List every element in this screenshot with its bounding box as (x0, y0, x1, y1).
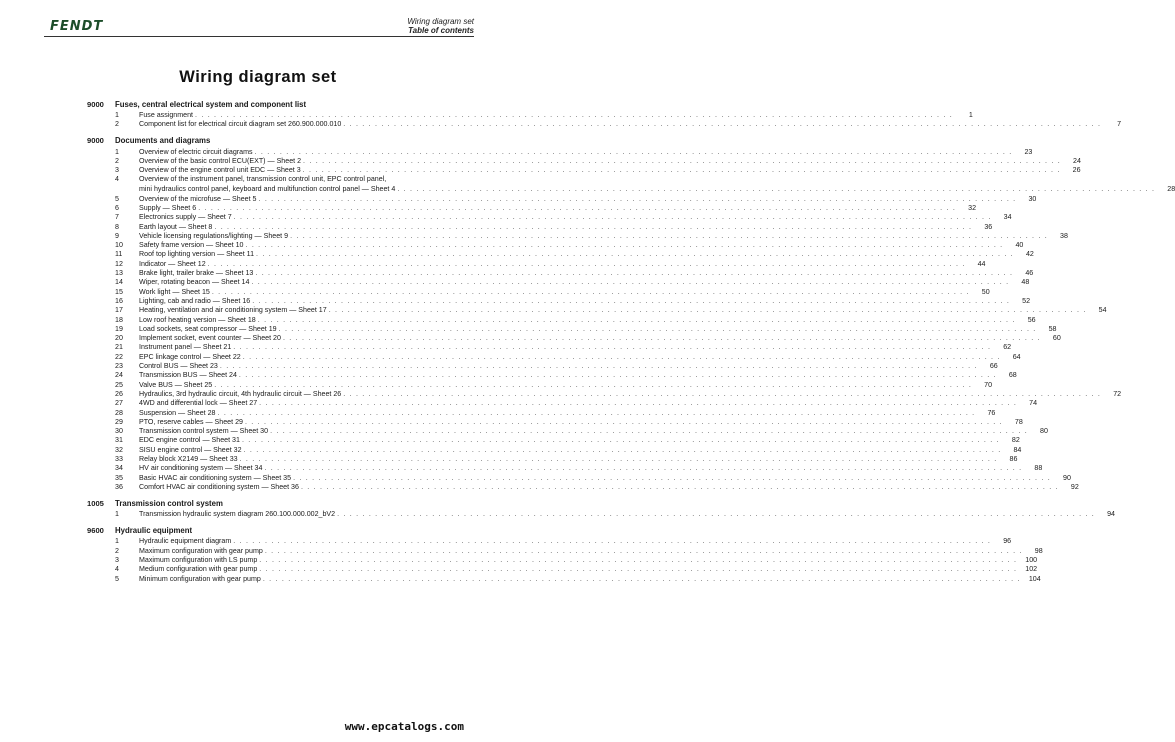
entry-label: Load sockets, seat compressor — Sheet 19 (139, 324, 277, 333)
entry-text-wrap (139, 166, 1063, 175)
toc-entry[interactable] (87, 362, 998, 371)
section-title: Fuses, central electrical system and component list (115, 99, 307, 109)
toc-entry[interactable] (87, 399, 1038, 408)
entry-page-number: 76 (987, 408, 996, 417)
entry-label: Relay block X2149 — Sheet 33 (139, 454, 238, 463)
entry-page-number: 58 (1048, 324, 1057, 333)
entry-text-wrap (139, 260, 968, 269)
entry-number: 26 (115, 389, 123, 398)
entry-label: Minimum configuration with gear pump (139, 574, 261, 583)
entry-text-wrap (139, 464, 1024, 473)
dot-leader: . . . . . . . . . . . . . . . . . . . . . . . . . . . . . . . . . . . . . . . . . . . . . . . . . . . . . . . . . . . . . . . . . . . . . . . . . . . . . . . . . . . . . . . . . . . . . . . . . . . . . . . . . . . . . . . . . . . . . . . . (259, 399, 1018, 408)
entry-label: Vehicle licensing regulations/lighting — Sheet 9 (139, 231, 289, 240)
dot-leader: . . . . . . . . . . . . . . . . . . . . . . . . . . . . . . . . . . . . . . . . . . . . . . . . . . . . . . . . . . . . . . . . . . . . . . . . . . . . . . . . . . . . . . . . . . . . . . . . . . . . . . . . . . . . . . . . . . . . . . . . (241, 436, 1000, 445)
toc-entry[interactable] (87, 213, 1012, 222)
toc-entry[interactable] (87, 445, 1022, 455)
footer-watermark: www.epcatalogs.com (344, 720, 464, 733)
entry-label: Overview of the microfuse — Sheet 5 (139, 194, 257, 203)
entry-number: 1 (115, 147, 119, 156)
entry-number: 10 (115, 241, 123, 250)
dot-leader: . . . . . . . . . . . . . . . . . . . . . . . . . . . . . . . . . . . . . . . . . . . . . . . . . . . . . . . . . . . . . . . . . . . . . . . . . . . . . . . . . . . . . . . . . . . . . . . . . . . . . . . . . . . . . . . . . . . . . . . . (242, 352, 1001, 361)
entry-number: 3 (115, 556, 119, 565)
entry-page-number: 26 (1072, 166, 1081, 175)
toc-entry[interactable] (87, 111, 973, 120)
toc-section (87, 524, 1043, 583)
section-title: Transmission control system (115, 498, 223, 508)
entry-label: HV air conditioning system — Sheet 34 (139, 464, 263, 473)
entry-number: 4 (115, 175, 119, 184)
entry-page-number: 50 (981, 287, 990, 296)
entry-page-number: 1 (968, 111, 973, 119)
section-title: Documents and diagrams (115, 136, 211, 146)
entry-page-number: 104 (1028, 574, 1041, 583)
entry-label: SISU engine control — Sheet 32 (139, 445, 242, 454)
entry-number: 4 (115, 565, 119, 574)
entry-label: Heating, ventilation and air conditioning system — Sheet 17 (139, 306, 327, 315)
toc-entry[interactable] (87, 120, 1122, 129)
toc-entry[interactable] (87, 324, 1057, 334)
toc-entry[interactable] (87, 408, 996, 418)
entry-page-number: 100 (1025, 556, 1038, 565)
dot-leader: . . . . . . . . . . . . . . . . . . . . . . . . . . . . . . . . . . . . . . . . . . . . . . . . . . . . . . . . . . . . . . . . . . . . . . . . . . . . . . . . . . . . . . . . . . . . . . . . . . . . . . . . . . . . . . . . . . . . . . . . (239, 454, 998, 463)
toc-entry[interactable] (87, 343, 1012, 352)
entry-number: 7 (115, 213, 119, 222)
header-rule (44, 36, 474, 37)
entry-text-wrap (139, 185, 1157, 195)
entry-text-wrap (139, 325, 1038, 334)
section-code: 9000 (87, 136, 104, 146)
entry-number: 20 (115, 334, 123, 343)
entry-text-wrap (139, 316, 1018, 325)
entry-text-wrap (139, 390, 1103, 399)
entry-number: 19 (115, 324, 123, 333)
entry-label: Overview of the instrument panel, transmission control unit, EPC control panel, (139, 175, 387, 184)
entry-page-number: 84 (1013, 445, 1022, 454)
toc-entry[interactable] (87, 417, 1023, 427)
entry-text-wrap (139, 427, 1030, 436)
dot-leader: . . . . . . . . . . . . . . . . . . . . . . . . . . . . . . . . . . . . . . . . . . . . . . . . . . . . . . . . . . . . . . . . . . . . . . . . . . . . . . . . . . . . . . . . . . . . . . . . . . . . . . . . . . . . . . . . . . . . . . . . (264, 464, 1023, 473)
dot-leader: . . . . . . . . . . . . . . . . . . . . . . . . . . . . . . . . . . . . . . . . . . . . . . . . . . . . . . . . . . . . . . . . . . . . . . . . . . . . . . . . . . . . . . . . . . . . . . . . . . . . . . . . . . . . . . . . . . . . . . . . (259, 565, 1018, 574)
entry-number: 27 (115, 399, 123, 408)
entry-number: 23 (115, 362, 123, 371)
toc-entry[interactable] (87, 203, 977, 213)
entry-text-wrap (139, 288, 972, 297)
entry-page-number: 40 (1015, 241, 1024, 250)
toc-entry[interactable] (87, 287, 990, 297)
entry-label: Implement socket, event counter — Sheet 20 (139, 334, 281, 343)
toc-entry[interactable] (87, 546, 1043, 556)
entry-page-number: 70 (984, 380, 993, 389)
entry-label: Indicator — Sheet 12 (139, 259, 206, 268)
entry-text-wrap (139, 474, 1053, 483)
entry-number: 34 (115, 464, 123, 473)
section-heading (87, 135, 473, 147)
entry-text-wrap (139, 111, 955, 120)
dot-leader: . . . . . . . . . . . . . . . . . . . . . . . . . . . . . . . . . . . . . . . . . . . . . . . . . . . . . . . . . . . . . . . . . . . . . . . . . . . . . . . . . . . . . . . . . . . . . . . . . . . . . . . . . . . . . . . . . . . . . . . . (337, 510, 1095, 519)
entry-page-number: 34 (1003, 213, 1012, 222)
toc-entry[interactable] (87, 473, 1071, 483)
entry-text-wrap (139, 446, 1003, 455)
entry-label: 4WD and differential lock — Sheet 27 (139, 399, 258, 408)
dot-leader: . . . . . . . . . . . . . . . . . . . . . . . . . . . . . . . . . . . . . . . . . . . . . . . . . . . . . . . . . . . . . . . . . . . . . . . . . . . . . . . . . . . . . . . . . . . . . . . . . . . . . . . . . . . . . . . . . . . . . . . . (278, 324, 1037, 333)
dot-leader: . . . . . . . . . . . . . . . . . . . . . . . . . . . . . . . . . . . . . . . . . . . . . . . . . . . . . . . . . . . . . . . . . . . . . . . . . . . . . . . . . . . . . . . . . . . . . . . . . . . . . . . . . . . . . . . . . . . . . . . . (195, 111, 953, 119)
entry-text-wrap (139, 204, 958, 213)
entry-label: Overview of electric circuit diagrams (139, 147, 253, 156)
entry-page-number: 80 (1040, 427, 1048, 436)
toc-entry[interactable] (87, 306, 1107, 315)
toc-entry[interactable] (87, 482, 1079, 492)
entry-page-number: 54 (1098, 306, 1107, 315)
toc-section (87, 497, 1115, 519)
entry-number: 6 (115, 203, 119, 212)
dot-leader: . . . . . . . . . . . . . . . . . . . . . . . . . . . . . . . . . . . . . . . . . . . . . . . . . . . . . . . . . . . . . . . . . . . . . . . . . . . . . . . . . . . . . . . . . . . . . . . . . . . . . . . . . . . . . . . . . . . . . . . . (303, 156, 1061, 165)
entry-label: Roof top lighting version — Sheet 11 (139, 250, 255, 259)
page-header (0, 0, 516, 40)
entry-page-number: 72 (1113, 389, 1122, 398)
toc-entry[interactable] (87, 454, 1018, 464)
dot-leader: . . . . . . . . . . . . . . . . . . . . . . . . . . . . . . . . . . . . . . . . . . . . . . . . . . . . . . . . . . . . . . . . . . . . . . . . . . . . . . . . . . . . . . . . . . . . . . . . . . . . . . . . . . . . . . . . . . . . . . . . (282, 334, 1041, 343)
entry-label: Medium configuration with gear pump (139, 565, 258, 574)
entry-text-wrap (139, 148, 1014, 157)
entry-number: 24 (115, 371, 123, 380)
toc-entry[interactable] (87, 315, 1036, 325)
entry-number: 29 (115, 417, 123, 426)
dot-leader: . . . . . . . . . . . . . . . . . . . . . . . . . . . . . . . . . . . . . . . . . . . . . . . . . . . . . . . . . . . . . . . . . . . . . . . . . . . . . . . . . . . . . . . . . . . . . . . . . . . . . . . . . . . . . . . . . . . . . . . . (211, 287, 970, 296)
entry-number: 2 (115, 156, 119, 165)
entry-text-wrap (139, 269, 1015, 278)
toc-entry[interactable] (87, 296, 1031, 306)
dot-leader: . . . . . . . . . . . . . . . . . . . . . . . . . . . . . . . . . . . . . . . . . . . . . . . . . . . . . . . . . . . . . . . . . . . . . . . . . . . . . . . . . . . . . . . . . . . . . . . . . . . . . . . . . . . . . . . . . . . . . . . . (256, 250, 1014, 259)
entry-text-wrap (139, 565, 1019, 574)
entry-label: Wiper, rotating beacon — Sheet 14 (139, 278, 250, 287)
dot-leader: . . . . . . . . . . . . . . . . . . . . . . . . . . . . . . . . . . . . . . . . . . . . . . . . . . . . . . . . . . . . . . . . . . . . . . . . . . . . . . . . . . . . . . . . . . . . . . . . . . . . . . . . . . . . . . . . . . . . . . . . (259, 556, 1018, 565)
entry-page-number: 32 (968, 203, 977, 212)
dot-leader: . . . . . . . . . . . . . . . . . . . . . . . . . . . . . . . . . . . . . . . . . . . . . . . . . . . . . . . . . . . . . . . . . . . . . . . . . . . . . . . . . . . . . . . . . . . . . . . . . . . . . . . . . . . . . . . . . . . . . . . . (214, 380, 973, 389)
entry-text-wrap (139, 278, 1011, 287)
dot-leader: . . . . . . . . . . . . . . . . . . . . . . . . . . . . . . . . . . . . . . . . . . . . . . . . . . . . . . . . . . . . . . . . . . . . . . . . . . . . . . . . . . . . . . . . . . . . . . . . . . . . . . . . . . . . . . . . . . . . . . . . (254, 147, 1013, 156)
section-heading (87, 524, 473, 536)
dot-leader: . . . . . . . . . . . . . . . . . . . . . . . . . . . . . . . . . . . . . . . . . . . . . . . . . . . . . . . . . . . . . . . . . . . . . . . . . . . . . . . . . . . . . . . . . . . . . . . . . . . . . . . . . . . . . . . . . . . . . . . . (258, 194, 1017, 203)
entry-page-number: 90 (1063, 473, 1071, 482)
toc-entry[interactable] (87, 222, 993, 232)
entry-text-wrap (139, 483, 1061, 492)
entry-page-number: 94 (1107, 510, 1115, 519)
entry-label: Overview of the engine control unit EDC — Sheet 3 (139, 166, 301, 175)
entry-text-wrap (139, 157, 1063, 166)
dot-leader: . . . . . . . . . . . . . . . . . . . . . . . . . . . . . . . . . . . . . . . . . . . . . . . . . . . . . . . . . . . . . . . . . . . . . . . . . . . . . . . . . . . . . . . . . . . . . . . . . . . . . . . . . . . . . . . . . . . . . . . . (343, 389, 1102, 398)
entry-label: Maximum configuration with LS pump (139, 556, 258, 565)
entry-page-number: 60 (1052, 334, 1061, 343)
entry-number: 30 (115, 427, 123, 436)
entry-page-number: 56 (1027, 315, 1036, 324)
entry-label: Instrument panel — Sheet 21 (139, 343, 232, 352)
entry-page-number: 36 (984, 222, 993, 231)
entry-number: 36 (115, 482, 123, 491)
toc-entry[interactable] (87, 352, 1021, 362)
dot-leader: . . . . . . . . . . . . . . . . . . . . . . . . . . . . . . . . . . . . . . . . . . . . . . . . . . . . . . . . . . . . . . . . . . . . . . . . . . . . . . . . . . . . . . . . . . . . . . . . . . . . . . . . . . . . . . . . . . . . . . . . (270, 427, 1028, 436)
entry-page-number: 28 (1167, 185, 1175, 194)
entry-page-number: 86 (1009, 454, 1018, 463)
dot-leader: . . . . . . . . . . . . . . . . . . . . . . . . . . . . . . . . . . . . . . . . . . . . . . . . . . . . . . . . . . . . . . . . . . . . . . . . . . . . . . . . . . . . . . . . . . . . . . . . . . . . . . . . . . . . . . . . . . . . . . . . (219, 362, 978, 371)
entry-page-number: 24 (1073, 156, 1081, 165)
entry-number: 14 (115, 278, 123, 287)
toc-entry[interactable] (87, 278, 1030, 287)
entry-page-number: 48 (1021, 278, 1030, 287)
entry-text-wrap (139, 213, 994, 222)
entry-page-number: 38 (1060, 231, 1068, 240)
entry-page-number: 98 (1034, 546, 1043, 555)
dot-leader: . . . . . . . . . . . . . . . . . . . . . . . . . . . . . . . . . . . . . . . . . . . . . . . . . . . . . . . . . . . . . . . . . . . . . . . . . . . . . . . . . . . . . . . . . . . . . . . . . . . . . . . . . . . . . . . . . . . . . . . . (252, 296, 1011, 305)
entry-page-number: 92 (1070, 482, 1079, 491)
toc-entry[interactable] (87, 510, 1115, 519)
entry-number: 15 (115, 287, 123, 296)
toc-entry[interactable] (87, 556, 1038, 565)
toc-entry[interactable] (87, 537, 1012, 546)
toc-entry[interactable] (87, 166, 1081, 175)
entry-page-number: 64 (1012, 352, 1021, 361)
dot-leader: . . . . . . . . . . . . . . . . . . . . . . . . . . . . . . . . . . . . . . . . . . . . . . . . . . . . . . . . . . . . . . . . . . . . . . . . . . . . . . . . . . . . . . . . . . . . . . . . . . . . . . . . . . . . . . . . . . . . . . . . (245, 241, 1004, 250)
entry-text-wrap (139, 353, 1003, 362)
entry-label: Component list for electrical circuit diagram set 260.900.000.010 (139, 120, 342, 129)
entry-label: Electronics supply — Sheet 7 (139, 213, 232, 222)
entry-label: Basic HVAC air conditioning system — Sheet 35 (139, 473, 292, 482)
entry-page-number: 7 (1117, 120, 1122, 129)
dot-leader: . . . . . . . . . . . . . . . . . . . . . . . . . . . . . . . . . . . . . . . . . . . . . . . . . . . . . . . . . . . . . . . . . . . . . . . . . . . . . . . . . . . . . . . . . . . . . . . . . . . . . . . . . . . . . . . . . . . . . . . . (207, 259, 966, 268)
toc-entry[interactable] (87, 185, 1175, 195)
entry-number: 25 (115, 380, 123, 389)
entry-text-wrap (139, 399, 1019, 408)
entry-number: 5 (115, 194, 119, 203)
entry-label: Transmission BUS — Sheet 24 (139, 371, 237, 380)
entry-text-wrap (139, 250, 1016, 259)
entry-number: 22 (115, 352, 123, 361)
entry-text-wrap (139, 409, 977, 418)
header-title: Wiring diagram set (407, 17, 474, 26)
entry-number: 12 (115, 259, 123, 268)
header-subtitle: Table of contents (408, 26, 474, 35)
dot-leader: . . . . . . . . . . . . . . . . . . . . . . . . . . . . . . . . . . . . . . . . . . . . . . . . . . . . . . . . . . . . . . . . . . . . . . . . . . . . . . . . . . . . . . . . . . . . . . . . . . . . . . . . . . . . . . . . . . . . . . . . (293, 473, 1051, 482)
fendt-logo: FENDT (50, 19, 104, 34)
entry-label: Hydraulic equipment diagram (139, 537, 232, 546)
entry-label: Brake light, trailer brake — Sheet 13 (139, 269, 254, 278)
dot-leader: . . . . . . . . . . . . . . . . . . . . . . . . . . . . . . . . . . . . . . . . . . . . . . . . . . . . . . . . . . . . . . . . . . . . . . . . . . . . . . . . . . . . . . . . . . . . . . . . . . . . . . . . . . . . . . . . . . . . . . . . (251, 278, 1010, 287)
entry-page-number: 96 (1003, 537, 1012, 546)
entry-text-wrap (139, 232, 1050, 241)
entry-label: mini hydraulics control panel, keyboard and multifunction control panel — Sheet 4 (139, 185, 396, 194)
entry-page-number: 30 (1028, 194, 1037, 203)
entry-text-wrap (139, 556, 1019, 565)
entry-page-number: 66 (989, 362, 998, 371)
dot-leader: . . . . . . . . . . . . . . . . . . . . . . . . . . . . . . . . . . . . . . . . . . . . . . . . . . . . . . . . . . . . . . . . . . . . . . . . . . . . . . . . . . . . . . . . . . . . . . . . . . . . . . . . . . . . . . . . . . . . . . . . (302, 166, 1061, 175)
entry-number: 5 (115, 574, 119, 583)
entry-text-wrap (139, 334, 1043, 343)
entry-number: 9 (115, 231, 119, 240)
entry-label: Hydraulics, 3rd hydraulic circuit, 4th hydraulic circuit — Sheet 26 (139, 389, 342, 398)
dot-leader: . . . . . . . . . . . . . . . . . . . . . . . . . . . . . . . . . . . . . . . . . . . . . . . . . . . . . . . . . . . . . . . . . . . . . . . . . . . . . . . . . . . . . . . . . . . . . . . . . . . . . . . . . . . . . . . . . . . . . . . . (244, 417, 1003, 426)
entry-number: 31 (115, 436, 123, 445)
entry-page-number: 52 (1022, 296, 1031, 305)
entry-text-wrap (139, 241, 1005, 250)
toc-entry[interactable] (87, 436, 1020, 445)
entry-label: Valve BUS — Sheet 25 (139, 380, 213, 389)
dot-leader: . . . . . . . . . . . . . . . . . . . . . . . . . . . . . . . . . . . . . . . . . . . . . . . . . . . . . . . . . . . . . . . . . . . . . . . . . . . . . . . . . . . . . . . . . . . . . . . . . . . . . . . . . . . . . . . . . . . . . . . . (328, 306, 1087, 315)
entry-label: Comfort HVAC air conditioning system — Sheet 36 (139, 482, 299, 491)
entry-label: EPC linkage control — Sheet 22 (139, 352, 241, 361)
entry-text-wrap (139, 120, 1103, 129)
dot-leader: . . . . . . . . . . . . . . . . . . . . . . . . . . . . . . . . . . . . . . . . . . . . . . . . . . . . . . . . . . . . . . . . . . . . . . . . . . . . . . . . . . . . . . . . . . . . . . . . . . . . . . . . . . . . . . . . . . . . . . . . (233, 343, 992, 352)
section-code: 1005 (87, 498, 104, 508)
document-title: Wiring diagram set (179, 68, 337, 86)
dot-leader: . . . . . . . . . . . . . . . . . . . . . . . . . . . . . . . . . . . . . . . . . . . . . . . . . . . . . . . . . . . . . . . . . . . . . . . . . . . . . . . . . . . . . . . . . . . . . . . . . . . . . . . . . . . . . . . . . . . . . . . . (217, 408, 976, 417)
dot-leader: . . . . . . . . . . . . . . . . . . . . . . . . . . . . . . . . . . . . . . . . . . . . . . . . . . . . . . . . . . . . . . . . . . . . . . . . . . . . . . . . . . . . . . . . . . . . . . . . . . . . . . . . . . . . . . . . . . . . . . . . (343, 120, 1102, 129)
entry-text-wrap (139, 195, 1018, 204)
toc-entry[interactable] (87, 574, 1041, 584)
entry-label: Fuse assignment (139, 111, 194, 119)
toc-entry[interactable] (87, 259, 986, 269)
entry-number: 3 (115, 166, 119, 175)
toc-entry[interactable] (87, 389, 1122, 399)
dot-leader: . . . . . . . . . . . . . . . . . . . . . . . . . . . . . . . . . . . . . . . . . . . . . . . . . . . . . . . . . . . . . . . . . . . . . . . . . . . . . . . . . . . . . . . . . . . . . . . . . . . . . . . . . . . . . . . . . . . . . . . . (264, 546, 1023, 555)
section-code: 9000 (87, 99, 104, 109)
entry-number: 35 (115, 473, 123, 482)
entry-page-number: 88 (1034, 464, 1043, 473)
entry-page-number: 62 (1003, 343, 1012, 352)
toc-entry[interactable] (87, 269, 1034, 278)
dot-leader: . . . . . . . . . . . . . . . . . . . . . . . . . . . . . . . . . . . . . . . . . . . . . . . . . . . . . . . . . . . . . . . . . . . . . . . . . . . . . . . . . . . . . . . . . . . . . . . . . . . . . . . . . . . . . . . . . . . . . . . . (233, 213, 992, 222)
entry-page-number: 102 (1025, 565, 1038, 574)
header-title-block (407, 17, 474, 35)
entry-text-wrap (139, 510, 1097, 519)
section-title: Hydraulic equipment (115, 525, 193, 535)
toc-section (87, 135, 1175, 493)
entry-text-wrap (139, 371, 999, 380)
entry-label: Supply — Sheet 6 (139, 203, 197, 212)
toc-entry[interactable] (87, 250, 1034, 259)
entry-number: 1 (115, 510, 119, 519)
entry-number: 33 (115, 454, 123, 463)
toc-entry[interactable] (87, 380, 993, 390)
entry-page-number: 46 (1025, 269, 1034, 278)
toc-entry[interactable] (87, 231, 1068, 241)
section-code: 9600 (87, 525, 104, 535)
dot-leader: . . . . . . . . . . . . . . . . . . . . . . . . . . . . . . . . . . . . . . . . . . . . . . . . . . . . . . . . . . . . . . . . . . . . . . . . . . . . . . . . . . . . . . . . . . . . . . . . . . . . . . . . . . . . . . . . . . . . . . . . (257, 315, 1016, 324)
entry-number: 11 (115, 250, 123, 259)
entry-number: 21 (115, 343, 123, 352)
toc-entry[interactable] (87, 427, 1048, 436)
entry-text-wrap (139, 223, 974, 232)
entry-label: Lighting, cab and radio — Sheet 16 (139, 296, 251, 305)
toc-entry[interactable] (87, 464, 1043, 473)
entry-label: Control BUS — Sheet 23 (139, 362, 218, 371)
entry-number: 2 (115, 546, 119, 555)
dot-leader: . . . . . . . . . . . . . . . . . . . . . . . . . . . . . . . . . . . . . . . . . . . . . . . . . . . . . . . . . . . . . . . . . . . . . . . . . . . . . . . . . . . . . . . . . . . . . . . . . . . . . . . . . . . . . . . . . . . . . . . . (300, 482, 1059, 491)
entry-number: 32 (115, 445, 123, 454)
entry-number: 1 (115, 111, 119, 119)
toc-entry[interactable] (87, 194, 1037, 204)
dot-leader: . . . . . . . . . . . . . . . . . . . . . . . . . . . . . . . . . . . . . . . . . . . . . . . . . . . . . . . . . . . . . . . . . . . . . . . . . . . . . . . . . . . . . . . . . . . . . . . . . . . . . . . . . . . . . . . . . . . . . . . . (238, 371, 997, 380)
entry-page-number: 44 (977, 259, 986, 268)
entry-label: Earth layout — Sheet 8 (139, 222, 213, 231)
dot-leader: . . . . . . . . . . . . . . . . . . . . . . . . . . . . . . . . . . . . . . . . . . . . . . . . . . . . . . . . . . . . . . . . . . . . . . . . . . . . . . . . . . . . . . . . . . . . . . . . . . . . . . . . . . . . . . . . . . . . . . . . (290, 231, 1048, 240)
entry-number: 17 (115, 306, 123, 315)
entry-number: 2 (115, 120, 119, 129)
toc-entry[interactable] (87, 241, 1024, 250)
section-heading (87, 497, 473, 509)
entry-number: 18 (115, 315, 123, 324)
entry-label: Transmission control system — Sheet 30 (139, 427, 269, 436)
table-of-contents (87, 98, 1175, 589)
toc-entry[interactable] (87, 175, 473, 185)
entry-text-wrap (139, 436, 1002, 445)
entry-number: 8 (115, 222, 119, 231)
entry-text-wrap (139, 362, 980, 371)
entry-text-wrap (139, 547, 1025, 556)
entry-label: Overview of the basic control ECU(EXT) — Sheet 2 (139, 156, 302, 165)
dot-leader: . . . . . . . . . . . . . . . . . . . . . . . . . . . . . . . . . . . . . . . . . . . . . . . . . . . . . . . . . . . . . . . . . . . . . . . . . . . . . . . . . . . . . . . . . . . . . . . . . . . . . . . . . . . . . . . . . . . . . . . . (233, 537, 992, 546)
toc-entry[interactable] (87, 147, 1033, 157)
entry-text-wrap (139, 575, 1023, 584)
entry-label: Low roof heating version — Sheet 18 (139, 315, 256, 324)
entry-label: Transmission hydraulic system diagram 260.100.000.002_bV2 (139, 510, 336, 519)
entry-text-wrap (139, 175, 455, 185)
entry-number: 13 (115, 269, 123, 278)
entry-label: EDC engine control — Sheet 31 (139, 436, 240, 445)
toc-entry[interactable] (87, 565, 1038, 574)
entry-text-wrap (139, 381, 974, 390)
toc-section (87, 98, 1122, 130)
entry-text-wrap (139, 455, 999, 464)
entry-text-wrap (139, 297, 1012, 306)
entry-page-number: 42 (1025, 250, 1034, 259)
entry-label: Suspension — Sheet 28 (139, 408, 216, 417)
entry-text-wrap (139, 418, 1005, 427)
toc-entry[interactable] (87, 334, 1061, 343)
dot-leader: . . . . . . . . . . . . . . . . . . . . . . . . . . . . . . . . . . . . . . . . . . . . . . . . . . . . . . . . . . . . . . . . . . . . . . . . . . . . . . . . . . . . . . . . . . . . . . . . . . . . . . . . . . . . . . . . . . . . . . . . (198, 203, 957, 212)
toc-entry[interactable] (87, 371, 1017, 380)
toc-entry[interactable] (87, 156, 1081, 166)
entry-number: 16 (115, 296, 123, 305)
entry-label: Work light — Sheet 15 (139, 287, 210, 296)
dot-leader: . . . . . . . . . . . . . . . . . . . . . . . . . . . . . . . . . . . . . . . . . . . . . . . . . . . . . . . . . . . . . . . . . . . . . . . . . . . . . . . . . . . . . . . . . . . . . . . . . . . . . . . . . . . . . . . . . . . . . . . . (262, 574, 1021, 583)
dot-leader: . . . . . . . . . . . . . . . . . . . . . . . . . . . . . . . . . . . . . . . . . . . . . . . . . . . . . . . . . . . . . . . . . . . . . . . . . . . . . . . . . . . . . . . . . . . . . . . . . . . . . . . . . . . . . . . . . . . . . . . . (243, 445, 1002, 454)
entry-label: Maximum configuration with gear pump (139, 546, 263, 555)
entry-page-number: 74 (1029, 399, 1038, 408)
entry-text-wrap (139, 343, 993, 352)
entry-number: 28 (115, 408, 123, 417)
entry-page-number: 82 (1011, 436, 1020, 445)
entry-page-number: 68 (1008, 371, 1017, 380)
dot-leader: . . . . . . . . . . . . . . . . . . . . . . . . . . . . . . . . . . . . . . . . . . . . . . . . . . . . . . . . . . . . . . . . . . . . . . . . . . . . . . . . . . . . . . . . . . . . . . . . . . . . . . . . . . . . . . . . . . . . . . . . (214, 222, 973, 231)
entry-text-wrap (139, 537, 993, 546)
entry-text-wrap (139, 306, 1089, 315)
entry-label: PTO, reserve cables — Sheet 29 (139, 417, 243, 426)
dot-leader: . . . . . . . . . . . . . . . . . . . . . . . . . . . . . . . . . . . . . . . . . . . . . . . . . . . . . . . . . . . . . . . . . . . . . . . . . . . . . . . . . . . . . . . . . . . . . . . . . . . . . . . . . . . . . . . . . . . . . . . . (255, 269, 1014, 278)
entry-number: 1 (115, 537, 119, 546)
entry-page-number: 23 (1024, 147, 1033, 156)
section-heading (87, 98, 473, 110)
entry-page-number: 78 (1014, 417, 1023, 426)
dot-leader: . . . . . . . . . . . . . . . . . . . . . . . . . . . . . . . . . . . . . . . . . . . . . . . . . . . . . . . . . . . . . . . . . . . . . . . . . . . . . . . . . . . . . . . . . . . . . . . . . . . . . . . . . . . . . . . . . . . . . . . . (397, 185, 1156, 194)
entry-label: Safety frame version — Sheet 10 (139, 241, 244, 250)
